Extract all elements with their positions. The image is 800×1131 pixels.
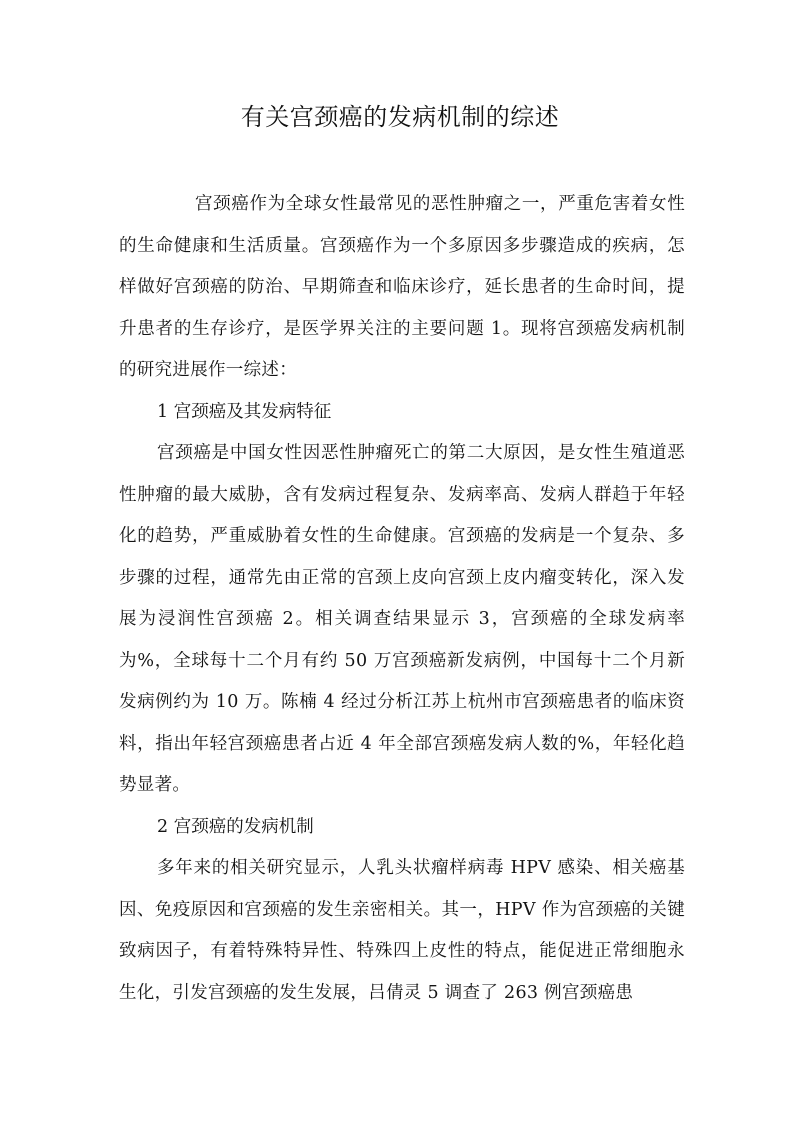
section-2-heading: 2 宫颈癌的发病机制 (157, 816, 314, 837)
section-1-heading: 1 宫颈癌及其发病特征 (157, 401, 332, 422)
section-1-paragraph: 宫颈癌是中国女性因恶性肿瘤死亡的第二大原因，是女性生殖道恶性肿瘤的最大威胁，含有发病过程复杂、发病率高、发病人群趋于年轻化的趋势，严重威胁着女性的生命健康。宫颈癌的发病是一个复杂、多步骤的过程，通常先由正常的宫颈上皮向宫颈上皮内瘤变转化，深入发展为浸润性宫颈癌 2。相关调查结果显示 3，宫颈癌的全球发病率为%，全球每十二个月有约 50 万宫颈癌新发病例，中国每十二个月新发病例约为 10 万。陈楠 4 经过分析江苏上杭州市宫颈癌患者的临床资料，指出年轻宫颈癌患者占近 4 年全部宫颈癌发病人数的%，年轻化趋势显著。 (119, 443, 685, 795)
intro-paragraph: 宫颈癌作为全球女性最常见的恶性肿瘤之一，严重危害着女性的生命健康和生活质量。宫颈癌作为一个多原因多步骤造成的疾病，怎样做好宫颈癌的防治、早期筛查和临床诊疗，延长患者的生命时间，提升患者的生存诊疗，是医学界关注的主要问题 1。现将宫颈癌发病机制的研究进展作一综述： (119, 194, 685, 380)
document-body (119, 184, 685, 1014)
document-title: 有关宫颈癌的发病机制的综述 (240, 103, 560, 131)
section-2-paragraph: 多年来的相关研究显示，人乳头状瘤样病毒 HPV 感染、相关癌基因、免疫原因和宫颈癌的发生亲密相关。其一，HPV 作为宫颈癌的关键致病因子，有着特殊特异性、特殊四上皮性的特点，能促进正常细胞永生化，引发宫颈癌的发生发展，吕倩灵 5 调查了 263 例宫颈癌患 (119, 858, 685, 1003)
